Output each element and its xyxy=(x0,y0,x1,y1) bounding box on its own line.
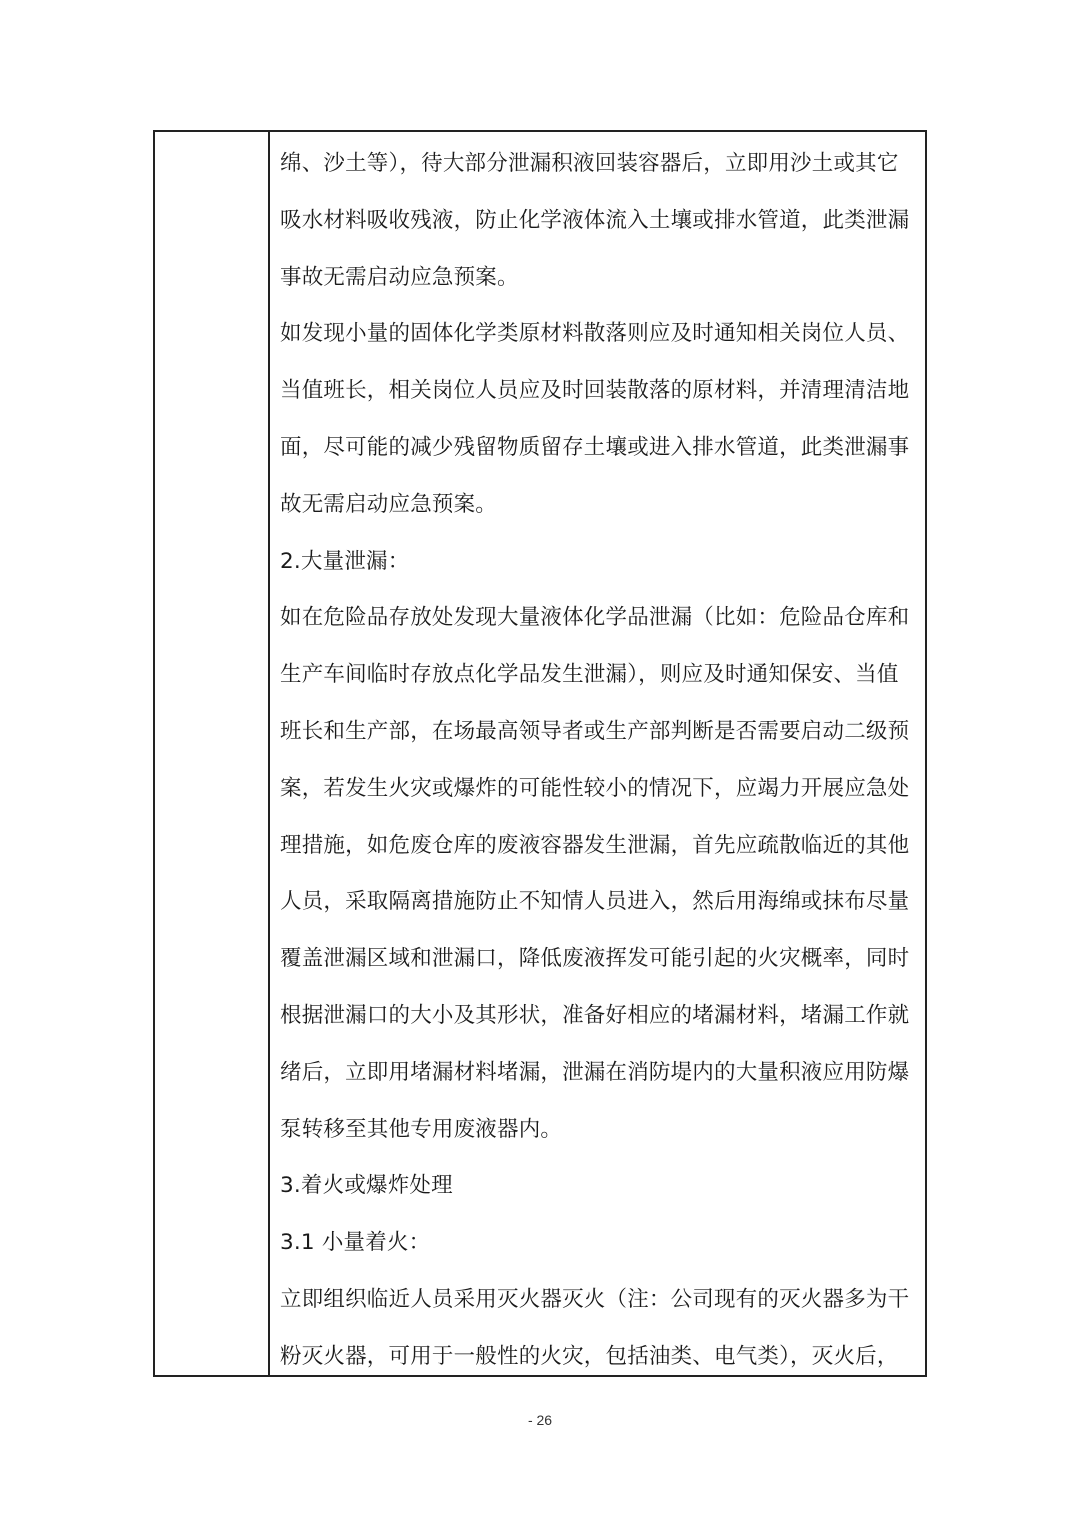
text-line: 如在危险品存放处发现大量液体化学品泄漏（比如：危险品仓库和 xyxy=(280,605,910,631)
subsection-heading: 3.1 小量着火： xyxy=(280,1230,431,1256)
text-line: 故无需启动应急预案。 xyxy=(280,491,498,517)
text-line: 班长和生产部，在场最高领导者或生产部判断是否需要启动二级预 xyxy=(280,718,910,744)
text-line: 吸水材料吸收残液，防止化学液体流入土壤或排水管道，此类泄漏 xyxy=(280,207,910,233)
text-line: 立即组织临近人员采用灭火器灭火（注：公司现有的灭火器多为干 xyxy=(280,1286,910,1312)
table-content-cell xyxy=(270,132,925,1375)
text-line: 如发现小量的固体化学类原材料散落则应及时通知相关岗位人员、 xyxy=(280,321,910,347)
text-line: 面，尽可能的减少残留物质留存土壤或进入排水管道，此类泄漏事 xyxy=(280,434,910,460)
text-line: 粉灭火器，可用于一般性的火灾，包括油类、电气类），灭火后， xyxy=(280,1343,899,1369)
text-line: 覆盖泄漏区域和泄漏口，降低废液挥发可能引起的火灾概率，同时 xyxy=(280,946,910,972)
text-line: 绪后，立即用堵漏材料堵漏，泄漏在消防堤内的大量积液应用防爆 xyxy=(280,1059,910,1085)
text-line: 当值班长，相关岗位人员应及时回装散落的原材料，并清理清洁地 xyxy=(280,378,910,404)
text-line: 人员，采取隔离措施防止不知情人员进入，然后用海绵或抹布尽量 xyxy=(280,889,910,915)
section-heading: 3.着火或爆炸处理 xyxy=(280,1173,453,1199)
text-line: 绵、沙土等），待大部分泄漏积液回装容器后，立即用沙土或其它 xyxy=(280,151,899,176)
document-table xyxy=(153,130,927,1377)
text-line: 泵转移至其他专用废液器内。 xyxy=(280,1116,563,1142)
text-line: 根据泄漏口的大小及其形状，准备好相应的堵漏材料，堵漏工作就 xyxy=(280,1002,910,1028)
text-line: 事故无需启动应急预案。 xyxy=(280,264,519,290)
text-line: 案，若发生火灾或爆炸的可能性较小的情况下，应竭力开展应急处 xyxy=(280,775,910,801)
page-number: - 26 xyxy=(527,1412,553,1428)
text-line: 理措施，如危废仓库的废液容器发生泄漏，首先应疏散临近的其他 xyxy=(280,832,910,858)
table-left-cell xyxy=(155,132,270,1375)
section-heading: 2.大量泄漏： xyxy=(280,548,410,574)
text-line: 生产车间临时存放点化学品发生泄漏），则应及时通知保安、当值 xyxy=(280,662,899,688)
